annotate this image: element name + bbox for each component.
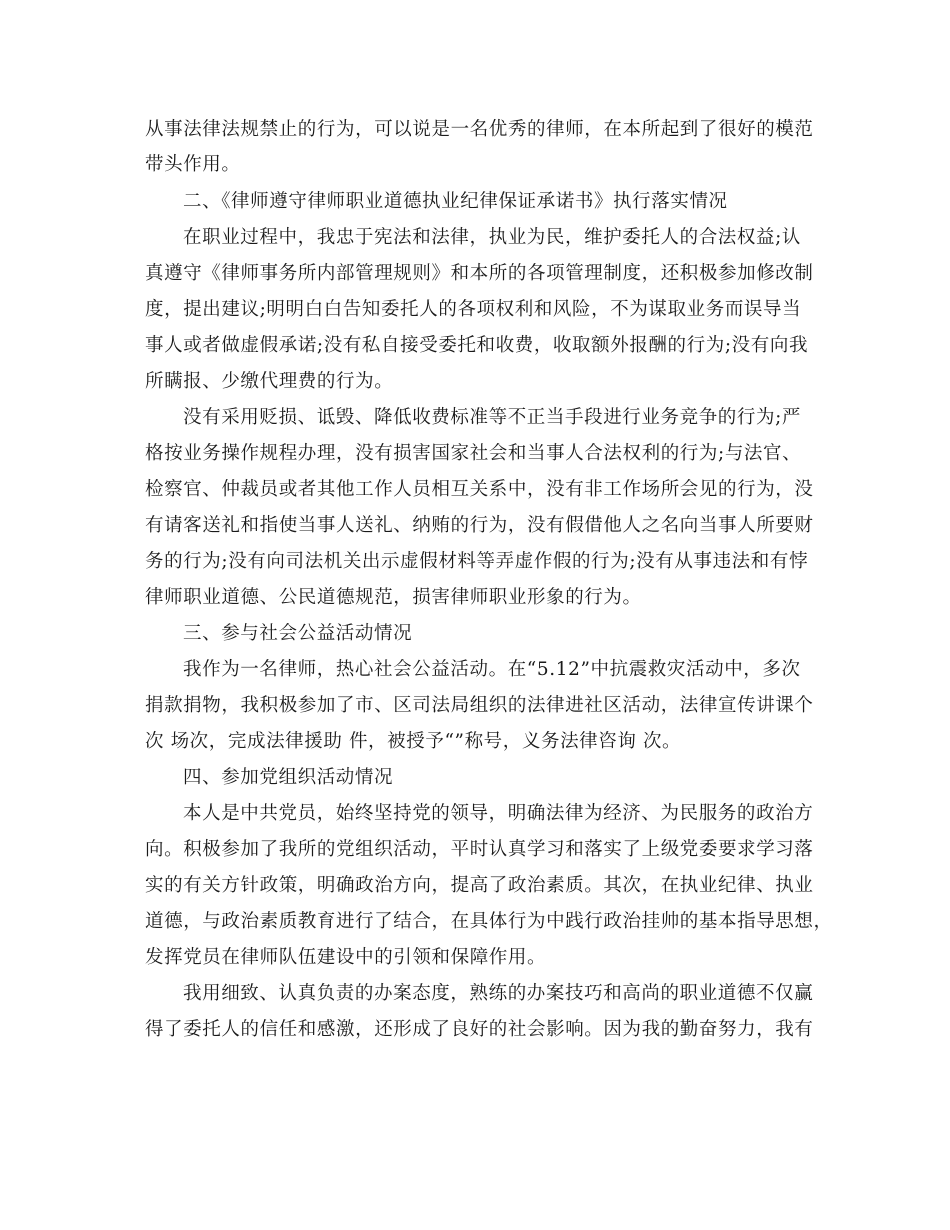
text-line: 真遵守《律师事务所内部管理规则》和本所的各项管理制度，还积极参加修改制 [145,263,814,284]
text-line: 次 场次，完成法律援助 件，被授予“”称号，义务法律咨询 次。 [145,731,682,752]
text-line: 从事法律法规禁止的行为，可以说是一名优秀的律师，在本所起到了很好的模范 [145,119,814,140]
text-line: 检察官、仲裁员或者其他工作人员相互关系中，没有非工作场所会见的行为，没 [145,479,814,500]
section-heading: 四、参加党组织活动情况 [183,767,394,788]
text-line: 所瞒报、少缴代理费的行为。 [145,371,394,392]
text-line: 带头作用。 [145,154,241,175]
text-line: 我作为一名律师，热心社会公益活动。在“5.12”中抗震救灾活动中，多次 [183,659,801,680]
text-line: 律师职业道德、公民道德规范，损害律师职业形象的行为。 [145,587,642,608]
text-line: 没有采用贬损、诋毁、降低收费标准等不正当手段进行业务竞争的行为;严 [183,407,802,428]
text-line: 有请客送礼和指使当事人送礼、纳贿的行为，没有假借他人之名向当事人所要财 [145,515,814,536]
text-line: 向。积极参加了我所的党组织活动，平时认真学习和落实了上级党委要求学习落 [145,839,814,860]
text-line: 事人或者做虚假承诺;没有私自接受委托和收费，收取额外报酬的行为;没有向我 [145,335,809,356]
section-heading: 二、《律师遵守律师职业道德执业纪律保证承诺书》执行落实情况 [183,191,728,212]
text-line: 在职业过程中，我忠于宪法和法律，执业为民，维护委托人的合法权益;认 [183,227,802,248]
section-heading: 三、参与社会公益活动情况 [183,623,413,644]
text-line: 我用细致、认真负责的办案态度，熟练的办案技巧和高尚的职业道德不仅赢 [183,983,814,1004]
text-line: 本人是中共党员，始终坚持党的领导，明确法律为经济、为民服务的政治方 [183,803,814,824]
text-line: 道德，与政治素质教育进行了结合，在具体行为中践行政治挂帅的基本指导思想， [145,911,833,932]
text-line: 发挥党员在律师队伍建设中的引领和保障作用。 [145,947,547,968]
text-line: 得了委托人的信任和感激，还形成了良好的社会影响。因为我的勤奋努力，我有 [145,1019,814,1040]
text-line: 实的有关方针政策，明确政治方向，提高了政治素质。其次，在执业纪律、执业 [145,875,814,896]
text-line: 格按业务操作规程办理，没有损害国家社会和当事人合法权利的行为;与法官、 [145,443,802,464]
text-line: 度，提出建议;明明白白告知委托人的各项权利和风险，不为谋取业务而误导当 [145,299,802,320]
text-line: 务的行为;没有向司法机关出示虚假材料等弄虚作假的行为;没有从事违法和有悖 [145,551,809,572]
text-line: 捐款捐物，我积极参加了市、区司法局组织的法律进社区活动，法律宣传讲课个 [145,695,814,716]
